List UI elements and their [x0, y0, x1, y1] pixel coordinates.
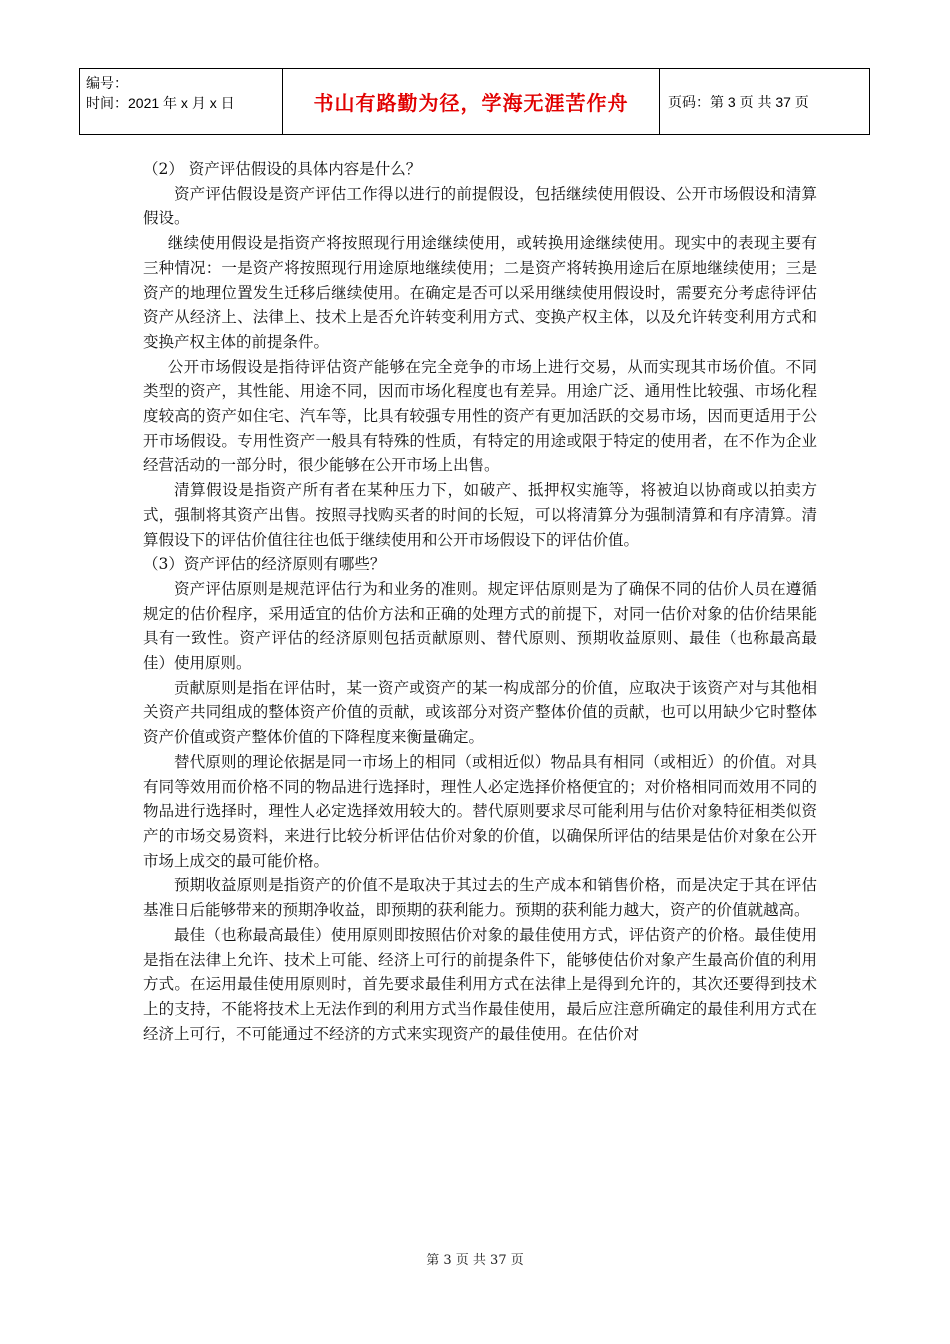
paragraph: 资产评估假设是资产评估工作得以进行的前提假设，包括继续使用假设、公开市场假设和清算假设。 — [143, 184, 817, 228]
paragraph: 预期收益原则是指资产的价值不是取决于其过去的生产成本和销售价格，而是决定于其在评估基准日后能够带来的预期净收益，即预期的获利能力。预期的获利能力越大，资产的价值就越高。 — [143, 876, 817, 920]
paragraph: 清算假设是指资产所有者在某种压力下，如破产、抵押权实施等，将被迫以协商或以拍卖方式，强制将其资产出售。按照寻找购买者的时间的长短，可以将清算分为强制清算和有序清算。清算假设下的评估价值往往也低于继续使用和公开市场假设下的评估价值。 — [143, 481, 817, 549]
paragraph: 最佳（也称最高最佳）使用原则即按照估价对象的最佳使用方式，评估资产的价格。最佳使用是指在法律上允许、技术上可能、经济上可行的前提条件下，能够使估价对象产生最高价值的利用方式。在运用最佳使用原则时，首先要求最佳利用方式在法律上是得到允许的，其次还要得到技术上的支持，不能将技术上无法作到的利用方式当作最佳使用，最后应注意所确定的最佳利用方式在经济上可行，不可能通过不经济的方式来实现资产的最佳使用。在估价对 — [143, 925, 817, 1043]
date-label: 时间：2021 年 x 月 x 日 — [86, 95, 235, 111]
paragraph: 替代原则的理论依据是同一市场上的相同（或相近似）物品具有相同（或相近）的价值。对具有同等效用而价格不同的物品进行选择时，理性人必定选择价格便宜的；对价格相同而效用不同的物品进行选择时，理性人必定选择效用较大的。替代原则要求尽可能利用与估价对象特征相类似资产的市场交易资料，来进行比较分析评估估价对象的价值，以确保所评估的结果是估价对象在公开市场上成交的最可能价格。 — [143, 752, 817, 870]
question-heading: （3）资产评估的经济原则有哪些？ — [143, 555, 386, 574]
paragraph: 继续使用假设是指资产将按照现行用途继续使用，或转换用途继续使用。现实中的表现主要有三种情况：一是资产将按照现行用途原地继续使用；二是资产将转换用途后在原地继续使用；三是资产的地理位置发生迁移后继续使用。在确定是否可以采用继续使用假设时，需要充分考虑待评估资产从经济上、法律上、技术上是否允许转变利用方式、变换产权主体，以及允许转变利用方式和变换产权主体的前提条件。 — [143, 234, 817, 351]
page-label: 页码：第 3 页 共 37 页 — [668, 93, 809, 110]
paragraph: 贡献原则是指在评估时，某一资产或资产的某一构成部分的价值，应取决于该资产对与其他相关资产共同组成的整体资产价值的贡献，或该部分对资产整体价值的贡献，也可以用缺少它时整体资产价值或资产整体价值的下降程度来衡量确定。 — [143, 678, 817, 747]
header-meta-cell — [80, 69, 283, 134]
number-label: 编号： — [86, 75, 128, 91]
header-page-cell — [660, 69, 869, 134]
page-footer: 第 3 页 共 37 页 — [426, 1253, 524, 1268]
header-motto-cell — [283, 69, 660, 134]
paragraph: 公开市场假设是指待评估资产能够在完全竞争的市场上进行交易，从而实现其市场价值。不同类型的资产，其性能、用途不同，因而市场化程度也有差异。用途广泛、通用性比较强、市场化程度较高的资产如住宅、汽车等，比具有较强专用性的资产有更加活跃的交易市场，因而更适用于公开市场假设。专用性资产一般具有特殊的性质，有特定的用途或限于特定的使用者，在不作为企业经营活动的一部分时，很少能够在公开市场上出售。 — [143, 357, 817, 475]
paragraph: 资产评估原则是规范评估行为和业务的准则。规定评估原则是为了确保不同的估价人员在遵循规定的估价程序，采用适宜的估价方法和正确的处理方式的前提下，对同一估价对象的估价结果能具有一致性。资产评估的经济原则包括贡献原则、替代原则、预期收益原则、最佳（也称最高最佳）使用原则。 — [143, 579, 817, 673]
body-text — [143, 157, 817, 1046]
question-heading: （2） 资产评估假设的具体内容是什么？ — [143, 160, 422, 178]
header-table — [79, 68, 870, 135]
motto: 书山有路勤为径，学海无涯苦作舟 — [313, 91, 629, 115]
